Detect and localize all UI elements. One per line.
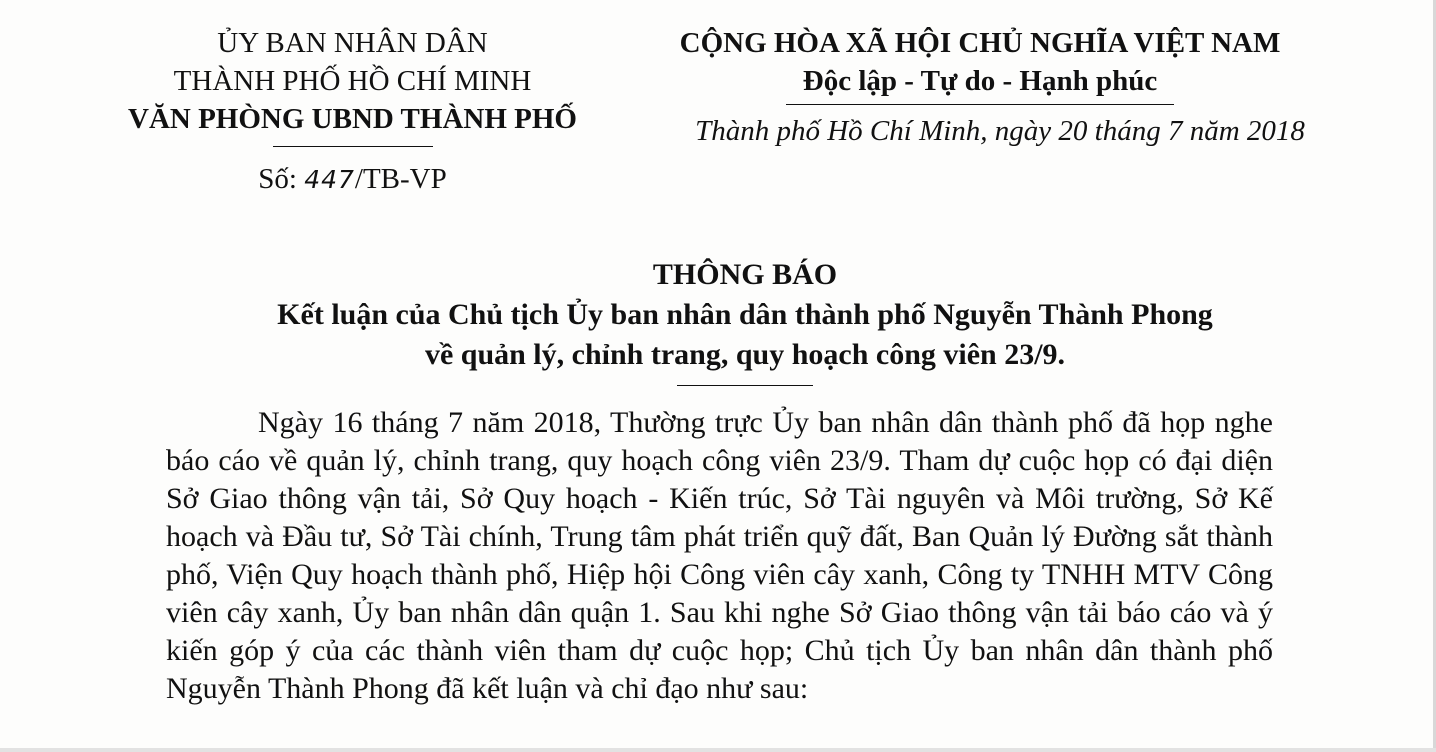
- agency-header: [80, 24, 625, 196]
- agency-line-3: VĂN PHÒNG UBND THÀNH PHỐ: [128, 103, 577, 135]
- dateline: Thành phố Hồ Chí Minh, ngày 20 tháng 7 năm 2018: [695, 115, 1305, 147]
- document-number: [80, 163, 625, 196]
- notice-heading: THÔNG BÁO: [652, 258, 838, 291]
- scan-edge-bottom: [0, 748, 1436, 752]
- agency-divider: [273, 146, 433, 147]
- national-divider: [786, 104, 1174, 105]
- document-number-prefix: Số:: [258, 163, 297, 195]
- title-divider: [677, 385, 813, 386]
- body-paragraph-text: Ngày 16 tháng 7 năm 2018, Thường trực Ủy ban nhân dân thành phố đã họp nghe báo cáo về quản lý, chỉnh trang, quy hoạch công viên 23/9. Tham dự cuộc họp có đại diện Sở Giao thông vận tải, Sở Quy hoạch - Kiến trúc, Sở Tài nguyên và Môi trường, Sở Kế hoạch và Đầu tư, Sở Tài chính, Trung tâm phát triển quỹ đất, Ban Quản lý Đường sắt thành phố, Viện Quy hoạch thành phố, Hiệp hội Công viên cây xanh, Công ty TNHH MTV Công viên cây xanh, Ủy ban nhân dân quận 1. Sau khi nghe Sở Giao thông vận tải báo cáo và ý kiến góp ý của các thành viên tham dự cuộc họp; Chủ tịch Ủy ban nhân dân thành phố Nguyễn Thành Phong đã kết luận và chỉ đạo như sau:: [166, 406, 1273, 705]
- notice-subtitle-2: về quản lý, chỉnh trang, quy hoạch công viên 23/9.: [424, 338, 1066, 371]
- document-number-handwritten: 447: [304, 165, 355, 194]
- national-slogan: Độc lập - Tự do - Hạnh phúc: [802, 65, 1158, 97]
- notice-subtitle-1: Kết luận của Chủ tịch Ủy ban nhân dân thành phố Nguyễn Thành Phong: [277, 298, 1213, 331]
- agency-line-2: THÀNH PHỐ HỒ CHÍ MINH: [173, 65, 532, 97]
- body-paragraph: [166, 404, 1273, 708]
- document-number-suffix: /TB-VP: [354, 163, 447, 195]
- notice-title-block: [250, 255, 1240, 386]
- national-header: [625, 24, 1335, 148]
- agency-line-1: ỦY BAN NHÂN DÂN: [217, 27, 488, 59]
- national-motto: CỘNG HÒA XÃ HỘI CHỦ NGHĨA VIỆT NAM: [679, 27, 1281, 59]
